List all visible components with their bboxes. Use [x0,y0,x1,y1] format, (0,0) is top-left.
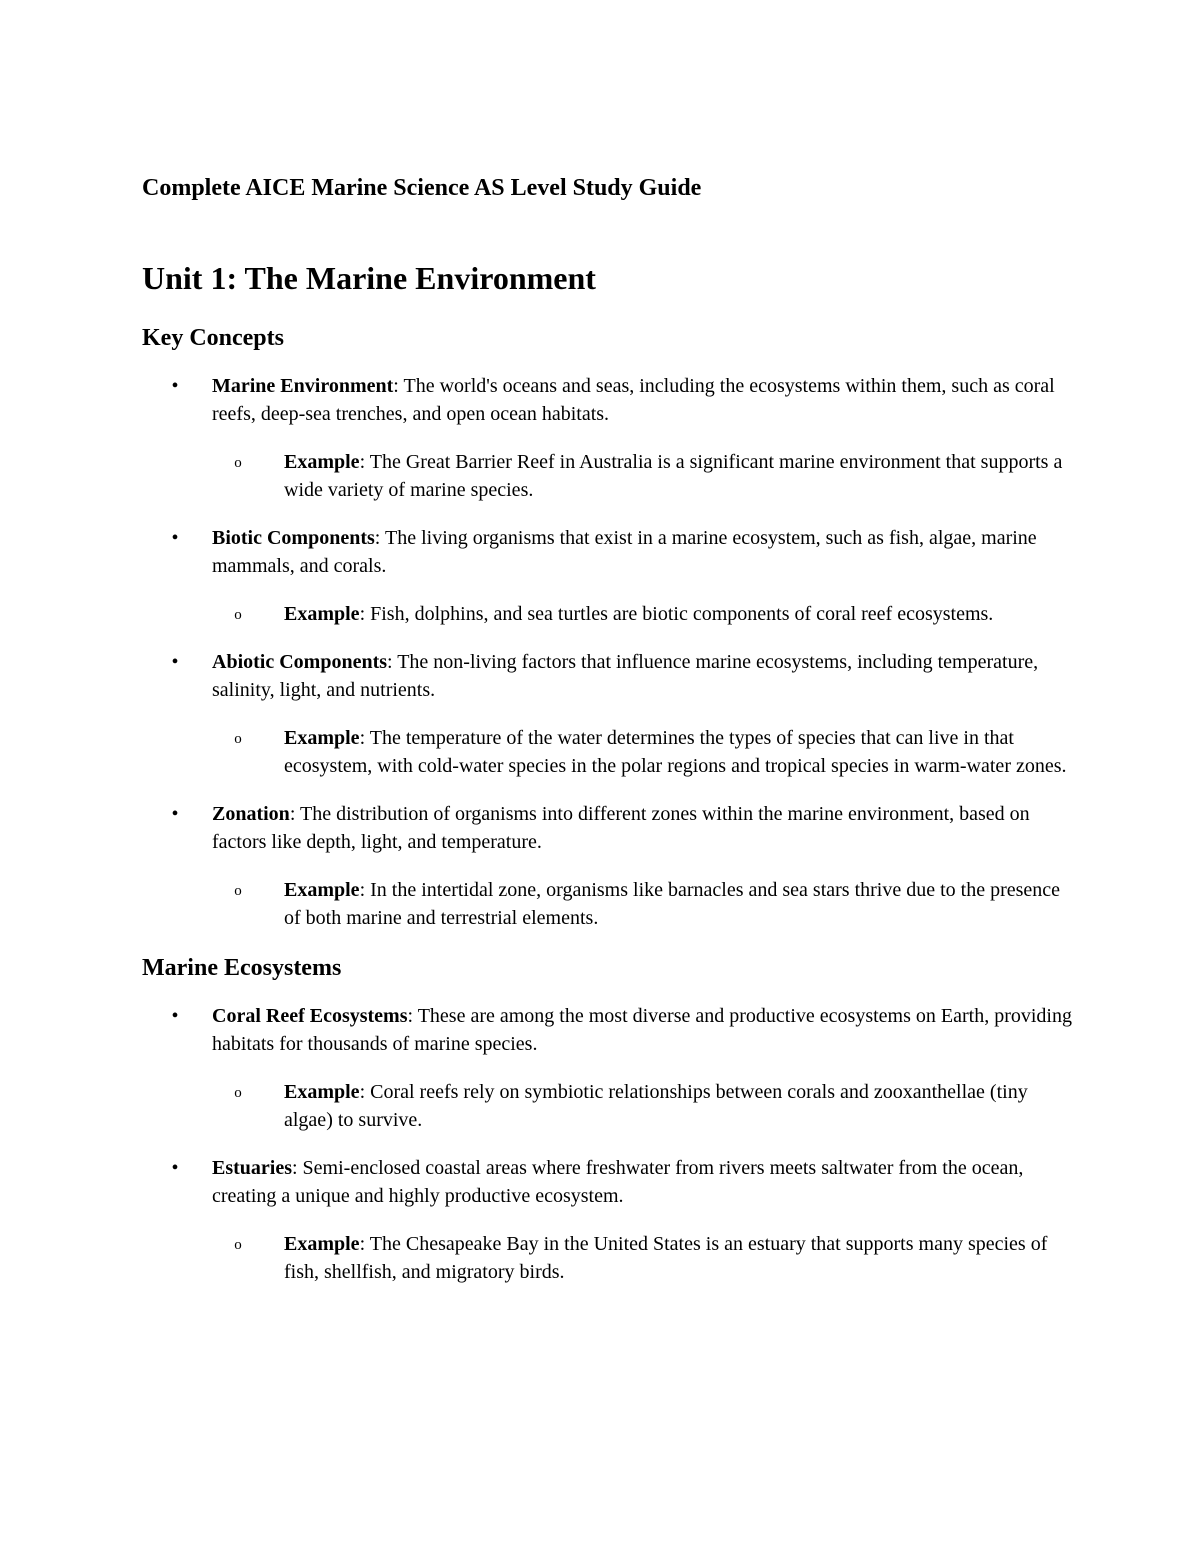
example-label: Example [284,451,360,473]
list-item [142,1002,1072,1134]
example-text: : Fish, dolphins, and sea turtles are biotic components of coral reef ecosystems. [359,603,994,625]
term-label: Zonation [212,803,290,825]
list-item [142,372,1072,504]
example-label: Example [284,727,360,749]
example-text: : The temperature of the water determines the types of species that can live in that ecosystem, with cold-water species in the polar regions and tropical species in warm-water zones. [284,727,1067,777]
bullet-icon: • [171,527,179,549]
bullet-icon: • [171,651,179,673]
document-page [142,168,1072,1306]
list-item [142,800,1072,932]
example-item [212,1230,1072,1286]
term-definition: : The living organisms that exist in a marine ecosystem, such as fish, algae, marine mammals, and corals. [212,527,1037,577]
list-item [142,648,1072,780]
sub-bullet-icon: o [234,607,242,623]
term-definition: : Semi-enclosed coastal areas where freshwater from rivers meets saltwater from the ocean, creating a unique and highly productive ecosystem. [212,1157,1024,1207]
term-definition: : The distribution of organisms into different zones within the marine environment, based on factors like depth, light, and temperature. [212,803,1030,853]
example-text: : The Great Barrier Reef in Australia is a significant marine environment that supports a wide variety of marine species. [284,451,1063,501]
example-item [212,724,1072,780]
sub-bullet-icon: o [234,1237,242,1253]
section-heading: Key Concepts [142,325,284,351]
sub-bullet-icon: o [234,455,242,471]
example-label: Example [284,1081,360,1103]
example-label: Example [284,879,360,901]
example-text: : In the intertidal zone, organisms like barnacles and sea stars thrive due to the presence of both marine and terrestrial elements. [284,879,1061,929]
term-definition: : These are among the most diverse and productive ecosystems on Earth, providing habitats for thousands of marine species. [212,1005,1072,1055]
bullet-icon: • [171,1157,179,1179]
bullet-list [142,1002,1072,1286]
section [142,952,1072,1286]
sections-container [142,322,1072,1286]
term-label: Estuaries [212,1157,292,1179]
document-title: Complete AICE Marine Science AS Level Study Guide [142,175,702,201]
example-label: Example [284,1233,360,1255]
list-item [142,524,1072,628]
bullet-icon: • [171,803,179,825]
example-item [212,448,1072,504]
example-text: : Coral reefs rely on symbiotic relationships between corals and zooxanthellae (tiny algae) to survive. [284,1081,1028,1131]
unit-title: Unit 1: The Marine Environment [142,260,596,296]
sub-bullet-icon: o [234,731,242,747]
term-label: Abiotic Components [212,651,388,673]
term-definition: : The non-living factors that influence marine ecosystems, including temperature, salinity, light, and nutrients. [212,651,1039,701]
example-item [212,1078,1072,1134]
sub-bullet-icon: o [234,883,242,899]
list-item [142,1154,1072,1286]
bullet-icon: • [171,1005,179,1027]
example-text: : The Chesapeake Bay in the United States is an estuary that supports many species of fish, shellfish, and migratory birds. [284,1233,1048,1283]
term-label: Biotic Components [212,527,375,549]
term-label: Marine Environment [212,375,394,397]
example-item [212,600,1072,628]
bullet-list [142,372,1072,932]
section-heading: Marine Ecosystems [142,955,342,981]
section [142,322,1072,932]
example-label: Example [284,603,360,625]
bullet-icon: • [171,375,179,397]
term-definition: : The world's oceans and seas, including the ecosystems within them, such as coral reefs, deep-sea trenches, and open ocean habitats. [212,375,1055,425]
term-label: Coral Reef Ecosystems [212,1005,408,1027]
example-item [212,876,1072,932]
sub-bullet-icon: o [234,1085,242,1101]
